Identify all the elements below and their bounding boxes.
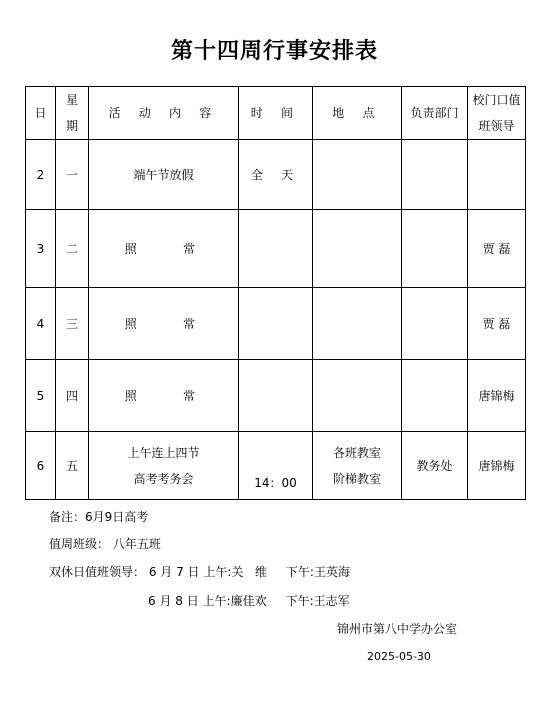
- cell-time: [239, 210, 313, 288]
- header-place: 地 点: [313, 87, 402, 140]
- header-dept: 负责部门: [402, 87, 468, 140]
- header-weekday-line: 星: [65, 93, 78, 107]
- header-weekday-line: 期: [65, 119, 78, 133]
- office-signature: 锦州市第八中学办公室: [337, 622, 458, 636]
- cell-place: [313, 360, 402, 432]
- table-header-row: [26, 87, 526, 140]
- cell-day: 4: [26, 288, 56, 360]
- page-title: 第十四周行事安排表: [170, 38, 378, 64]
- cell-time: 14：00: [239, 432, 313, 500]
- cell-time: 全 天: [239, 140, 313, 210]
- cell-day: 6: [26, 432, 56, 500]
- cell-place: [313, 140, 402, 210]
- schedule-table: [25, 86, 526, 500]
- cell-time: [239, 288, 313, 360]
- cell-dept: 教务处: [402, 432, 468, 500]
- cell-activity: [89, 360, 239, 432]
- cell-time: [239, 360, 313, 432]
- header-time: 时 间: [239, 87, 313, 140]
- cell-weekday: 二: [56, 210, 89, 288]
- cell-place: [313, 210, 402, 288]
- header-day: 日: [26, 87, 56, 140]
- cell-weekday: 一: [56, 140, 89, 210]
- table-row: [26, 288, 526, 360]
- header-leader: [468, 87, 526, 140]
- activity-line: 端午节放假: [133, 167, 194, 182]
- issue-date: 2025-05-30: [367, 650, 431, 663]
- cell-leader: [468, 140, 526, 210]
- activity-line: 照 常: [124, 241, 203, 256]
- table-row: [26, 140, 526, 210]
- remark-note: 备注：6月9日高考: [49, 510, 149, 524]
- place-line: 阶梯教室: [332, 471, 381, 486]
- cell-weekday: 五: [56, 432, 89, 500]
- cell-dept: [402, 140, 468, 210]
- cell-leader: 贾 磊: [468, 210, 526, 288]
- header-activity: 活 动 内 容: [89, 87, 239, 140]
- cell-activity: [89, 288, 239, 360]
- weekend-duty-line-1: 双休日值班领导： 6 月 7 日 上午:关 维 下午:王英海: [49, 565, 350, 579]
- header-weekday: [56, 87, 89, 140]
- weekend-duty-line-2: 6 月 8 日 上午:廉佳欢 下午:王志军: [148, 594, 350, 608]
- activity-line: 照 常: [124, 388, 203, 403]
- header-leader-line: 校门口值: [472, 93, 521, 107]
- cell-dept: [402, 210, 468, 288]
- cell-dept: [402, 288, 468, 360]
- cell-leader: 唐锦梅: [468, 360, 526, 432]
- cell-leader: 贾 磊: [468, 288, 526, 360]
- cell-activity: [89, 210, 239, 288]
- cell-day: 5: [26, 360, 56, 432]
- cell-place: [313, 432, 402, 500]
- cell-day: 3: [26, 210, 56, 288]
- cell-weekday: 三: [56, 288, 89, 360]
- table-row: [26, 210, 526, 288]
- activity-line: 照 常: [124, 316, 203, 331]
- cell-weekday: 四: [56, 360, 89, 432]
- cell-leader: 唐锦梅: [468, 432, 526, 500]
- place-line: 各班教室: [332, 445, 381, 460]
- cell-activity: [89, 140, 239, 210]
- activity-line: 上午连上四节: [127, 445, 200, 460]
- cell-dept: [402, 360, 468, 432]
- cell-place: [313, 288, 402, 360]
- class-on-duty: 值周班级： 八年五班: [49, 537, 161, 551]
- table-row: [26, 360, 526, 432]
- table-row: [26, 432, 526, 500]
- cell-day: 2: [26, 140, 56, 210]
- cell-activity: [89, 432, 239, 500]
- header-leader-line: 班领导: [478, 119, 515, 133]
- activity-line: 高考考务会: [133, 471, 194, 486]
